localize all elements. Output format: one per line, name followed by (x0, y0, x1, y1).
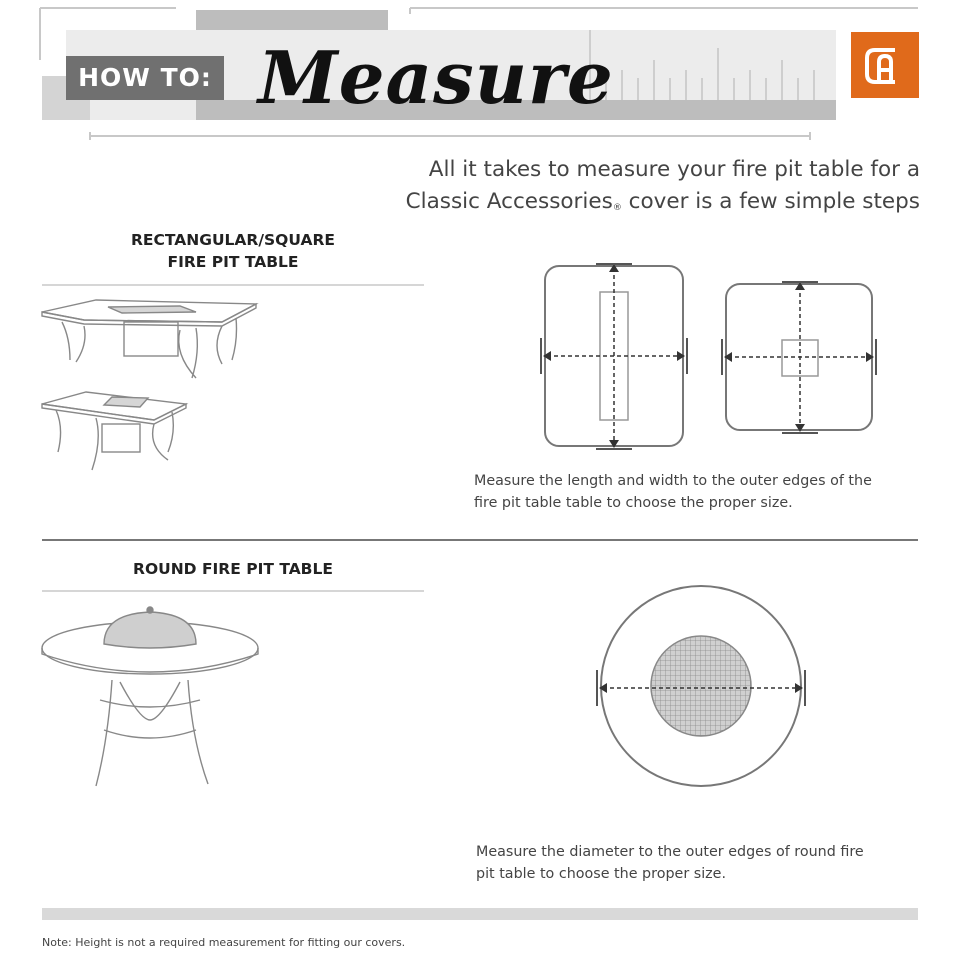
round-table-illustration (42, 607, 258, 786)
intro-line-2-rest: cover is a few simple steps (621, 189, 920, 214)
intro-line-2 (330, 186, 920, 218)
round-section-heading (42, 558, 424, 580)
registered-mark: ® (612, 203, 622, 213)
rect-heading-line-1: RECTANGULAR/SQUARE (131, 231, 335, 249)
round-caption-line-1: Measure the diameter to the outer edges of round fire (476, 844, 864, 860)
square-table-illustration (42, 392, 186, 470)
how-to-label: HOW TO: (66, 56, 224, 100)
round-caption (476, 841, 920, 885)
intro-brand: Classic Accessories (405, 189, 613, 214)
rect-caption-line-2: fire pit table table to choose the proper size. (474, 495, 793, 511)
round-heading-text: ROUND FIRE PIT TABLE (133, 560, 333, 578)
brand-logo (851, 32, 919, 98)
intro-text (330, 154, 920, 218)
rect-caption-line-1: Measure the length and width to the outer edges of the (474, 473, 872, 489)
rect-caption (474, 470, 920, 514)
page-title: Measure (258, 35, 614, 120)
rect-heading-line-2: FIRE PIT TABLE (167, 253, 299, 271)
round-measure-diagram (597, 586, 805, 786)
footer-note: Note: Height is not a required measurement for fitting our covers. (42, 936, 406, 949)
round-caption-line-2: pit table to choose the proper size. (476, 866, 727, 882)
square-measure-diagram (722, 282, 876, 433)
intro-line-1: All it takes to measure your fire pit table for a (428, 157, 920, 182)
logo-mark-icon (851, 32, 919, 98)
footer-band (42, 908, 918, 920)
rectangular-table-illustration (42, 300, 256, 378)
rectangular-measure-diagram (541, 264, 687, 449)
rect-section-heading (42, 229, 424, 273)
